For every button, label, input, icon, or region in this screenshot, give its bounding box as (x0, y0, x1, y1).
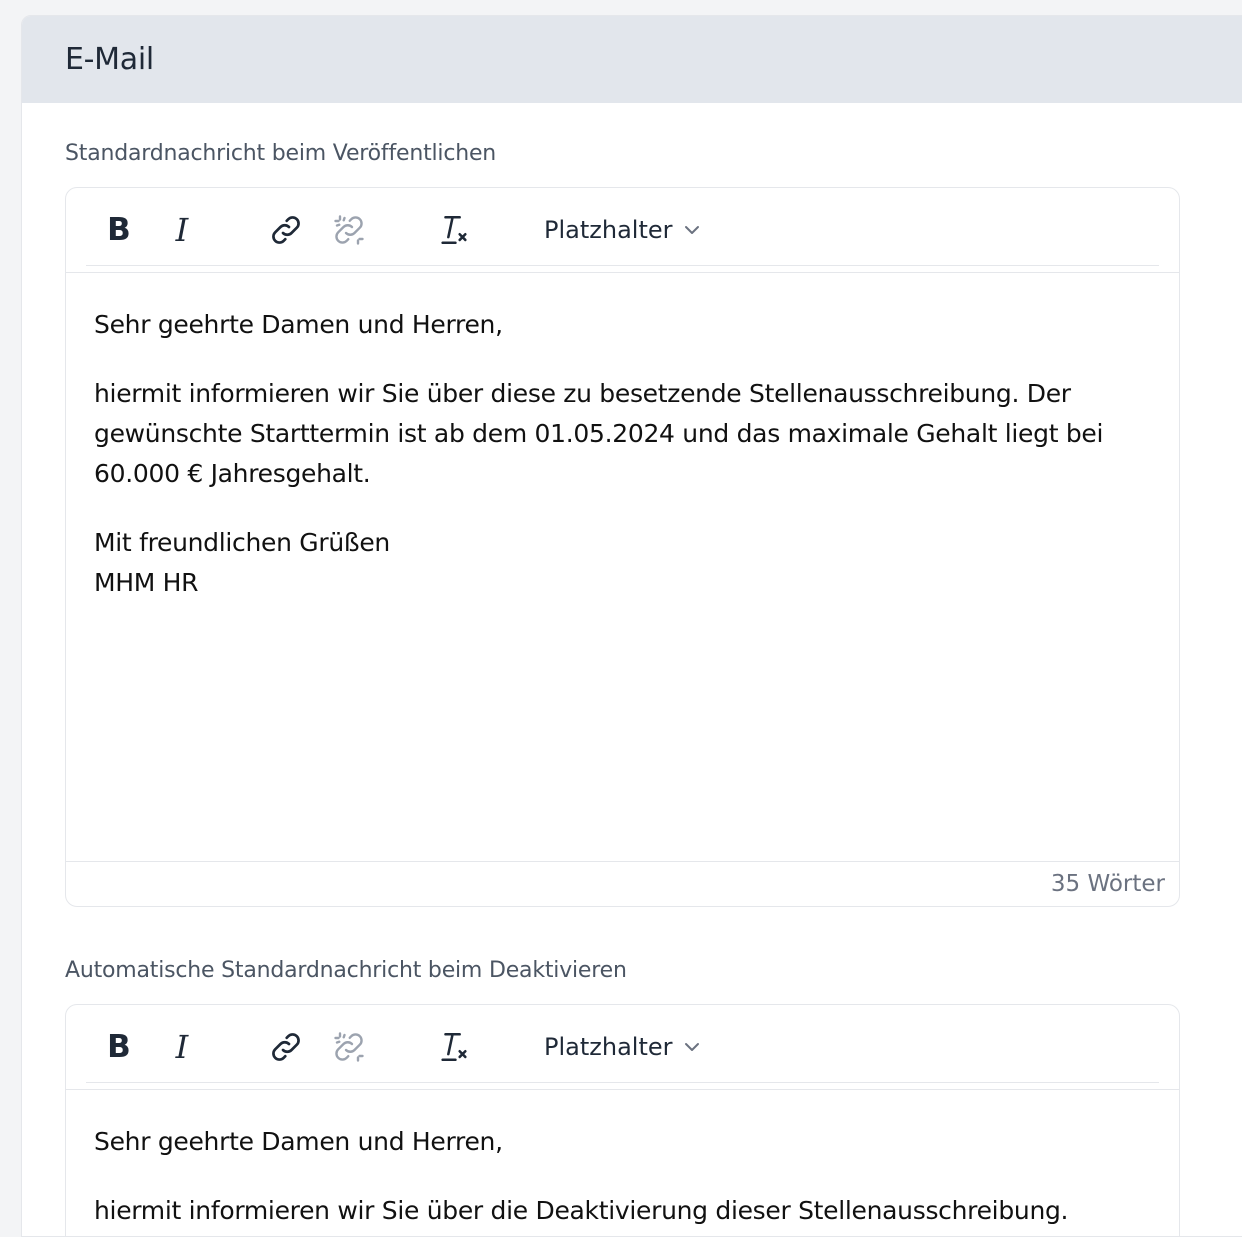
toolbar-border (66, 1089, 1179, 1090)
placeholder-dropdown-label: Platzhalter (544, 216, 673, 244)
placeholder-dropdown[interactable] (544, 208, 702, 252)
italic-button[interactable] (160, 1025, 204, 1069)
deactivate-message-editor (65, 1004, 1180, 1237)
message-greeting: Sehr geehrte Damen und Herren, (94, 310, 503, 339)
italic-button[interactable] (160, 208, 204, 252)
publish-message-editor (65, 187, 1180, 907)
closing-line-1: Mit freundlichen Grüßen (94, 528, 390, 557)
publish-message-label: Standardnachricht beim Veröffentlichen (65, 141, 497, 166)
unlink-button[interactable] (327, 208, 371, 252)
panel-header (22, 16, 1242, 103)
link-button[interactable] (264, 208, 308, 252)
unlink-icon (331, 1029, 367, 1065)
link-icon (268, 1029, 304, 1065)
panel-title: E-Mail (65, 42, 154, 77)
clear-format-icon (437, 1030, 471, 1064)
clear-format-button[interactable] (432, 208, 476, 252)
email-settings-panel (21, 15, 1242, 1237)
bold-button[interactable] (97, 208, 141, 252)
deactivate-message-label: Automatische Standardnachricht beim Deaktivieren (65, 958, 627, 983)
editor-toolbar (66, 188, 1179, 273)
closing-line-2: MHM HR (94, 568, 199, 597)
word-count: 35 Wörter (1050, 871, 1165, 897)
editor-content[interactable] (66, 1090, 1179, 1231)
bold-button[interactable] (97, 1025, 141, 1069)
message-paragraph: hiermit informieren wir Sie über die Deaktivierung dieser Stellenausschreibung. (94, 1196, 1069, 1225)
placeholder-dropdown[interactable] (544, 1025, 702, 1069)
link-icon (268, 212, 304, 248)
bold-icon: B (107, 212, 131, 248)
placeholder-dropdown-label: Platzhalter (544, 1033, 673, 1061)
clear-format-button[interactable] (432, 1025, 476, 1069)
chevron-down-icon (682, 1037, 702, 1057)
editor-footer (66, 861, 1179, 906)
toolbar-divider (86, 265, 1159, 266)
editor-toolbar (66, 1005, 1179, 1090)
toolbar-divider (86, 1082, 1159, 1083)
clear-format-icon (437, 213, 471, 247)
toolbar-border (66, 272, 1179, 273)
italic-icon: I (175, 1028, 189, 1066)
link-button[interactable] (264, 1025, 308, 1069)
message-greeting: Sehr geehrte Damen und Herren, (94, 1127, 503, 1156)
chevron-down-icon (682, 220, 702, 240)
bold-icon: B (107, 1029, 131, 1065)
message-closing (94, 523, 1151, 603)
message-paragraph: hiermit informieren wir Sie über diese zu besetzende Stellenausschreibung. Der gewünschte Starttermin ist ab dem 01.05.2024 und das maximale Gehalt liegt bei 60.000 € Jahresgehalt. (94, 379, 1104, 488)
italic-icon: I (175, 211, 189, 249)
unlink-button[interactable] (327, 1025, 371, 1069)
unlink-icon (331, 212, 367, 248)
editor-content[interactable] (66, 273, 1179, 603)
